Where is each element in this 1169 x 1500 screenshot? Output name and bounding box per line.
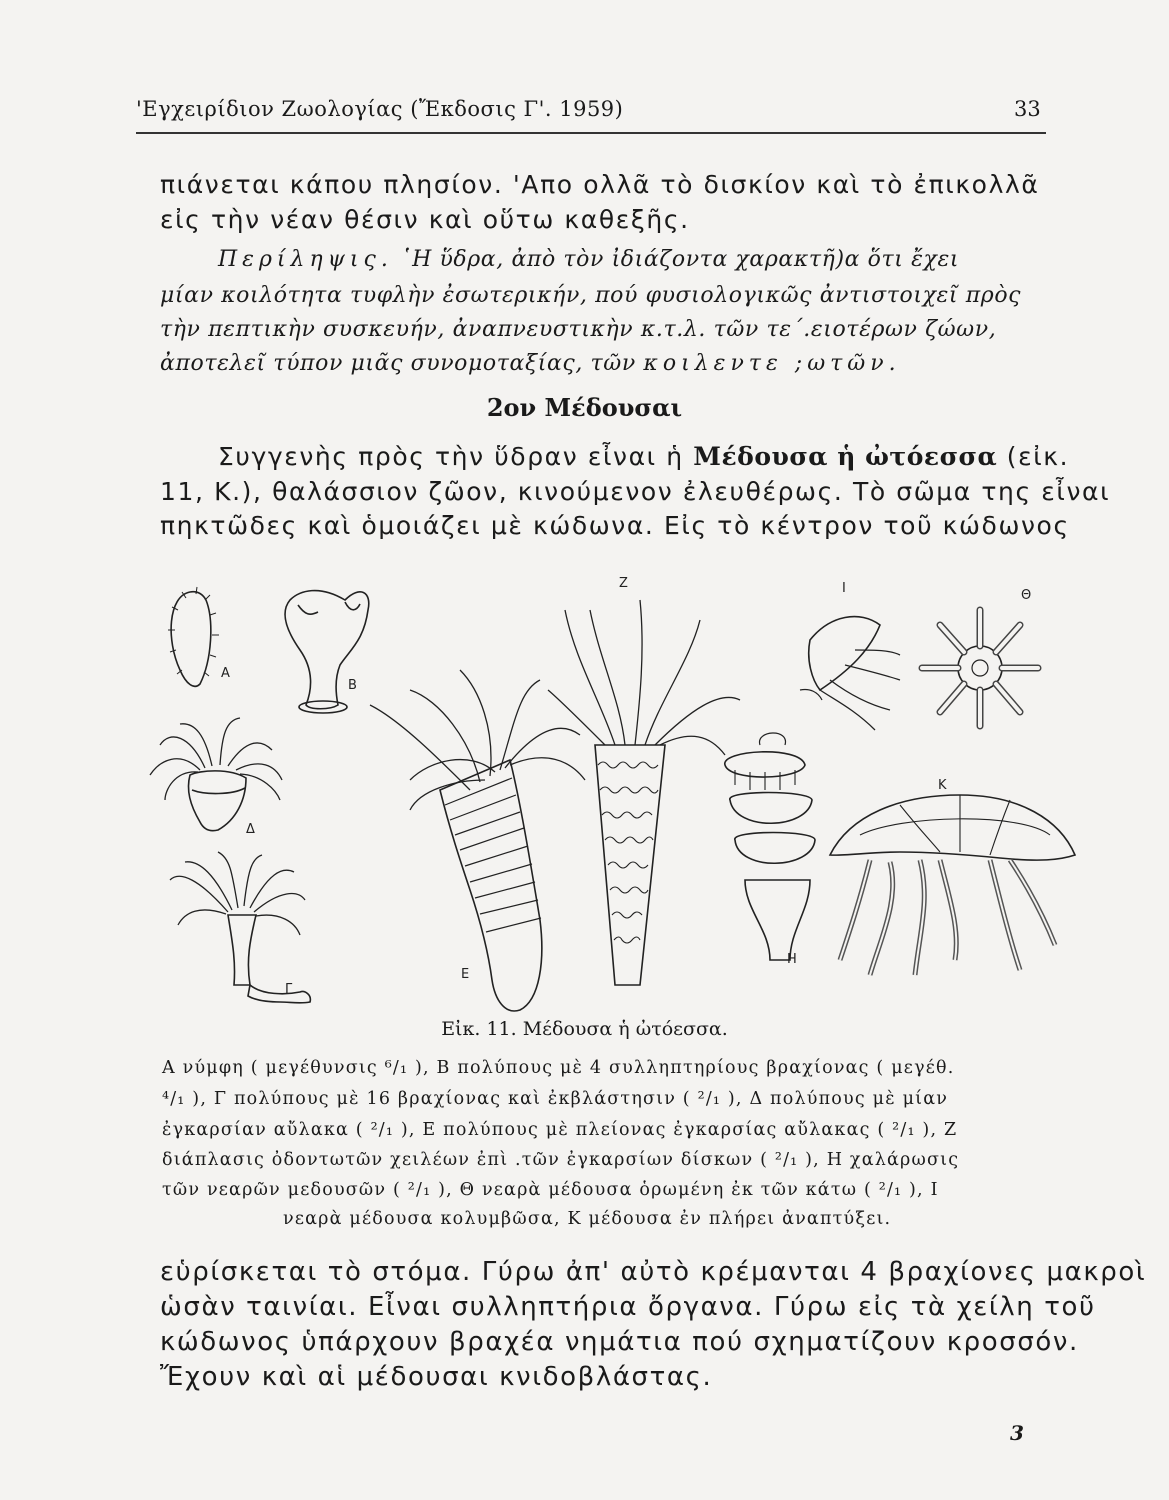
paragraph1-line1: πιάνεται κάπου πλησίον. 'Απο ολλᾶ τὸ δισκίον καὶ τὸ ἐπικολλᾶ <box>160 170 1040 199</box>
legend-line4: διάπλασις ὀδοντωτῶν χειλέων ἐπὶ .τῶν ἐγκαρσίων δίσκων ( ²/₁ ), Η χαλάρωσις <box>162 1150 960 1170</box>
figure-d-polyp <box>150 718 282 831</box>
figure-label-d: Δ <box>246 822 255 837</box>
legend-line1: Α νύμφη ( μεγέθυνσις ⁶/₁ ), Β πολύπους μὲ 4 συλληπτηρίους βραχίονας ( μεγέθ. <box>162 1058 955 1078</box>
paragraph3-line1: εὑρίσκεται τὸ στόμα. Γύρω ἀπ' αὐτὸ κρέμανται 4 βραχίονες μακροὶ <box>160 1257 1147 1287</box>
paragraph3-line2: ὡσὰν ταινίαι. Εἶναι συλληπτήρια ὄργανα. Γύρω εἰς τὰ χείλη τοῦ <box>160 1292 1096 1322</box>
figure-g-polyp <box>170 852 310 1003</box>
legend-line6: νεαρὰ μέδουσα κολυμβῶσα, Κ μέδουσα ἐν πλήρει ἀναπτύξει. <box>283 1209 892 1229</box>
figure-label-th: Θ <box>1021 588 1032 603</box>
paragraph2-line1-end: (εἰκ. <box>1006 442 1070 471</box>
paragraph2-bold-term: Μέδουσα ἡ ὠτόεσσα <box>693 442 998 471</box>
header-rule <box>136 132 1046 134</box>
page-number: 33 <box>1014 97 1041 121</box>
summary-label: Περίληψις. <box>218 247 393 272</box>
summary-line4 <box>160 351 901 376</box>
paragraph2-line1 <box>218 442 1069 471</box>
figure-th-medusa <box>922 610 1038 726</box>
paragraph3-line3: κώδωνος ὑπάρχουν βραχέα νημάτια πού σχηματίζουν κροσσόν. <box>160 1327 1079 1357</box>
summary-line2: μίαν κοιλότητα τυφλὴν ἐσωτερικήν, πού φυσιολογικῶς ἀντιστοιχεῖ πρὸς <box>160 283 1022 308</box>
signature-mark: 3 <box>1010 1421 1024 1445</box>
figure-label-h: Η <box>787 952 797 967</box>
summary-line4-start: ἀποτελεῖ τύπον μιᾶς συνομοταξίας, τῶν <box>160 351 636 376</box>
legend-line3: ἐγκαρσίαν αὔλακα ( ²/₁ ), Ε πολύπους μὲ πλείονας ἐγκαρσίας αὔλακας ( ²/₁ ), Ζ <box>162 1120 958 1140</box>
figure-label-g: Γ <box>285 982 293 997</box>
figure-z-strobila <box>548 600 740 985</box>
figure-a-larva <box>168 587 219 686</box>
paragraph2-line1-start: Συγγενὴς πρὸς τὴν ὕδραν εἶναι ἡ <box>218 442 684 471</box>
figure-label-z: Ζ <box>619 576 628 591</box>
legend-line2: ⁴/₁ ), Γ πολύπους μὲ 16 βραχίονας καὶ ἐκβλάστησιν ( ²/₁ ), Δ πολύπους μὲ μίαν <box>162 1089 949 1109</box>
figure-label-a: Α <box>221 666 230 681</box>
figure-h-medusae <box>725 733 815 960</box>
figure-label-k: Κ <box>938 778 947 793</box>
figure-label-e: Ε <box>461 967 470 982</box>
section-heading: 2ον Μέδουσαι <box>486 393 683 422</box>
figure-i-medusa <box>800 617 900 730</box>
summary-line4-spaced: κοιλεντε ;ωτῶν. <box>643 351 901 376</box>
summary-line3: τὴν πεπτικὴν συσκευήν, ἀναπνευστικὴν κ.τ.λ. τῶν τε΄.ειοτέρων ζώων, <box>160 317 997 342</box>
figure-b-polyp <box>285 591 369 713</box>
figure-label-b: Β <box>348 678 357 693</box>
paragraph3-line4: Ἔχουν καὶ αἱ μέδουσαι κνιδοβλάστας. <box>160 1362 713 1392</box>
figure-caption: Εἰκ. 11. Μέδουσα ἡ ὠτόεσσα. <box>441 1018 728 1040</box>
figure-k-medusa <box>830 795 1075 975</box>
paragraph1-line2: εἰς τὴν νέαν θέσιν καὶ οὕτω καθεξῆς. <box>160 205 690 234</box>
paragraph2-line3: πηκτῶδες καὶ ὁμοιάζει μὲ κώδωνα. Εἰς τὸ κέντρον τοῦ κώδωνος <box>160 511 1070 540</box>
figure-e-polyp <box>370 670 585 1011</box>
summary-line1-text: ῾Η ὕδρα, ἀπὸ τὸν ἰδιάζοντα χαρακτῆ)α ὅτι ἔχει <box>400 247 960 272</box>
summary-line1 <box>218 247 959 272</box>
running-header-title: 'Εγχειρίδιον Ζωολογίας (Ἔκδοσις Γ'. 1959) <box>136 97 624 121</box>
figure-label-i: Ι <box>842 581 846 596</box>
legend-line5: τῶν νεαρῶν μεδουσῶν ( ²/₁ ), Θ νεαρὰ μέδουσα ὁρωμένη ἐκ τῶν κάτω ( ²/₁ ), Ι <box>162 1180 939 1200</box>
paragraph2-line2: 11, Κ.), θαλάσσιον ζῶον, κινούμενον ἐλευθέρως. Τὸ σῶμα της εἶναι <box>160 477 1111 506</box>
